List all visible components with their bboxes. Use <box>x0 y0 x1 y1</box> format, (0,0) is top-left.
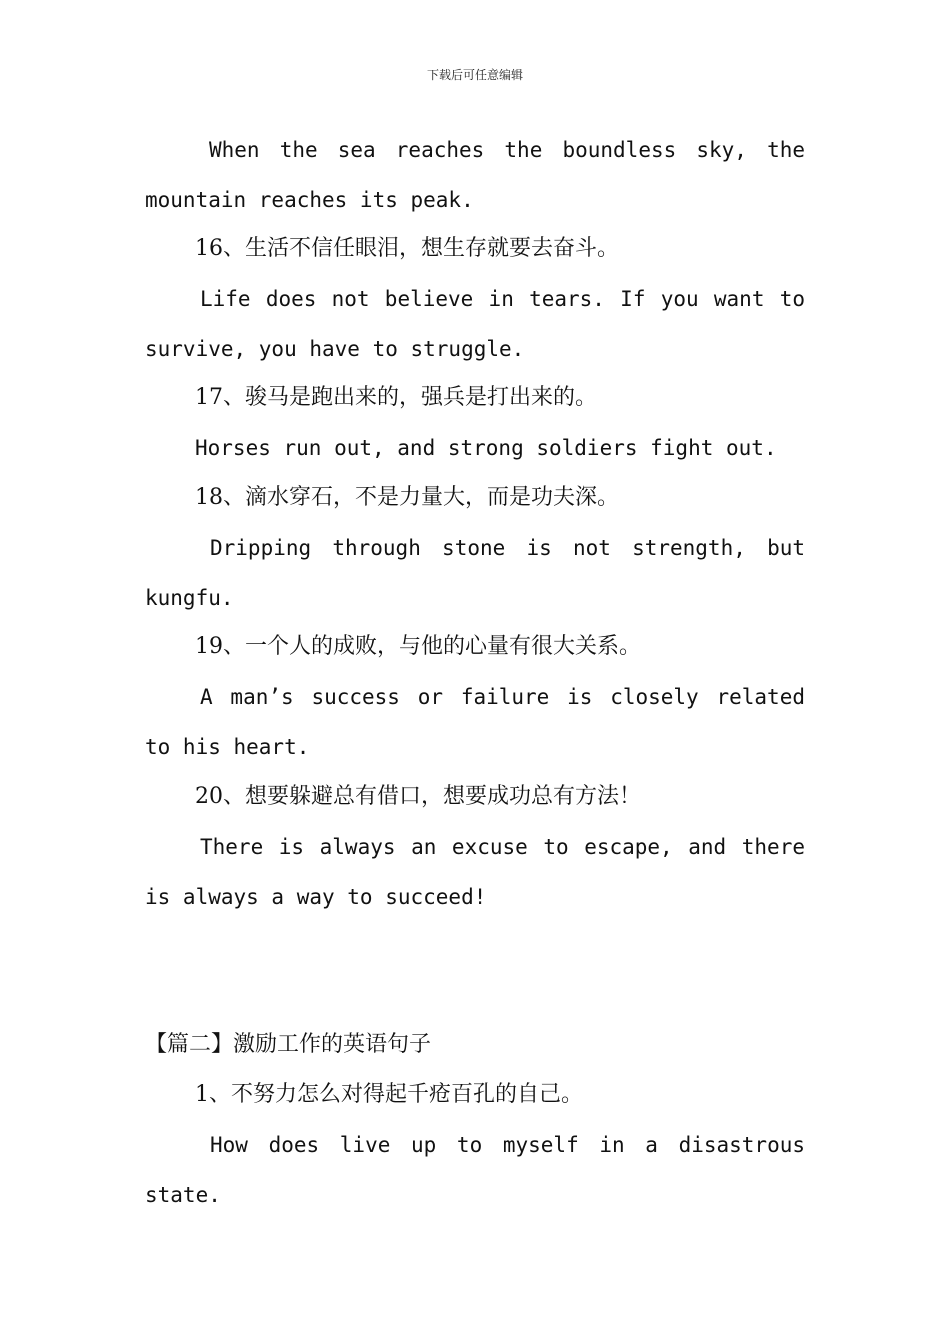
english-line: state. <box>145 1183 221 1207</box>
english-line: A man’s success or failure is closely related <box>200 685 805 709</box>
chinese-line: 19、一个人的成败，与他的心量有很大关系。 <box>195 634 641 659</box>
chinese-line: 16、生活不信任眼泪，想生存就要去奋斗。 <box>195 236 619 261</box>
english-line: There is always an excuse to escape, and there <box>200 835 805 859</box>
section-heading: 【篇二】激励工作的英语句子 <box>145 1032 432 1057</box>
english-line: kungfu. <box>145 586 234 610</box>
english-line: Horses run out, and strong soldiers fight out. <box>195 436 777 460</box>
english-line: Dripping through stone is not strength, but <box>210 536 805 560</box>
english-line: How does live up to myself in a disastrous <box>210 1133 805 1157</box>
english-line: survive, you have to struggle. <box>145 337 525 361</box>
chinese-line: 1、不努力怎么对得起千疮百孔的自己。 <box>195 1082 583 1107</box>
english-line: to his heart. <box>145 735 310 759</box>
chinese-line: 17、骏马是跑出来的，强兵是打出来的。 <box>195 385 597 410</box>
page-header: 下载后可任意编辑 <box>426 68 523 82</box>
chinese-line: 20、想要躲避总有借口，想要成功总有方法！ <box>195 784 641 809</box>
english-line: is always a way to succeed! <box>145 885 487 909</box>
english-line: When the sea reaches the boundless sky, the <box>209 138 805 162</box>
english-line: Life does not believe in tears. If you want to <box>200 287 805 311</box>
chinese-line: 18、滴水穿石，不是力量大，而是功夫深。 <box>195 485 619 510</box>
english-line: mountain reaches its peak. <box>145 188 474 212</box>
